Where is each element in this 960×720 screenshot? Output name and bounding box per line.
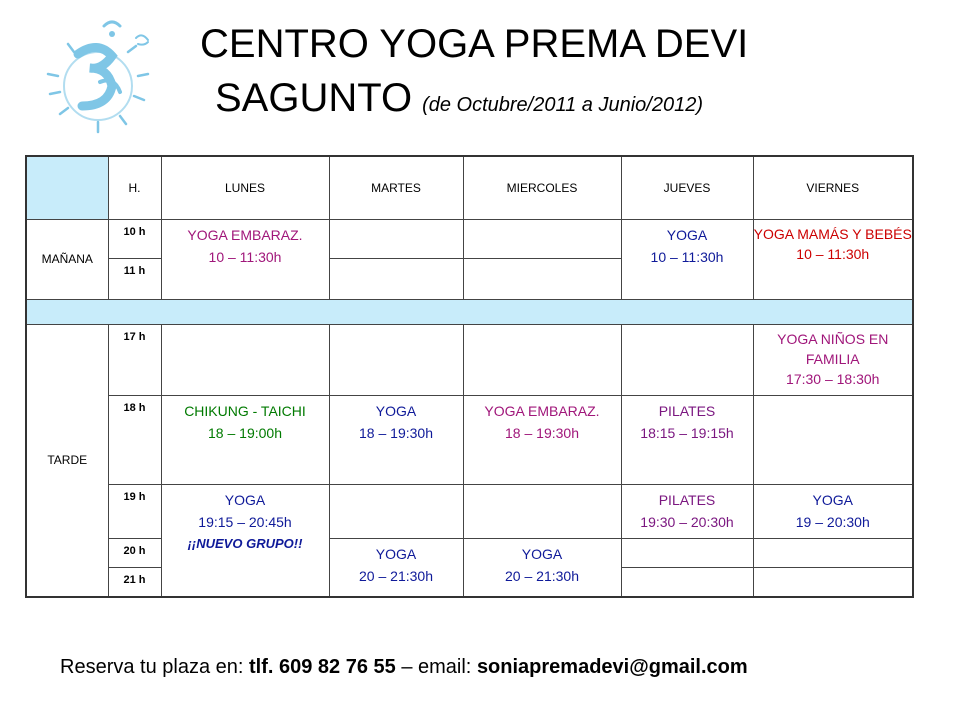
class-time: 18 – 19:30h bbox=[359, 425, 433, 441]
class-time: 18 – 19:00h bbox=[208, 425, 282, 441]
header-viernes: VIERNES bbox=[753, 156, 913, 219]
class-name: YOGA MAMÁS Y BEBÉS bbox=[753, 225, 912, 242]
table-row bbox=[26, 539, 913, 568]
class-name: PILATES bbox=[658, 492, 716, 509]
class-lunes-18 bbox=[161, 396, 329, 485]
empty-cell bbox=[753, 568, 913, 597]
class-time: 10 – 11:30h bbox=[208, 248, 282, 265]
class-viernes-19 bbox=[753, 485, 913, 539]
hour-cell: 20 h bbox=[108, 539, 161, 568]
table-row bbox=[26, 396, 913, 485]
class-time: 18:15 – 19:15h bbox=[640, 425, 734, 441]
class-time: 10 – 11:30h bbox=[796, 245, 870, 262]
table-row bbox=[26, 485, 913, 539]
class-lunes-morning bbox=[161, 219, 329, 299]
period-morning: MAÑANA bbox=[26, 219, 108, 299]
empty-cell bbox=[753, 396, 913, 485]
class-name: CHIKUNG - TAICHI bbox=[184, 403, 306, 419]
page-subtitle bbox=[215, 76, 703, 127]
class-name: YOGA EMBARAZ. bbox=[484, 403, 600, 419]
class-name: YOGA bbox=[375, 403, 417, 419]
empty-cell bbox=[329, 258, 463, 299]
empty-cell bbox=[329, 219, 463, 258]
page-title: CENTRO YOGA PREMA DEVI bbox=[200, 22, 749, 66]
hour-cell: 11 h bbox=[108, 258, 161, 299]
header-jueves: JUEVES bbox=[621, 156, 753, 219]
class-miercoles-20 bbox=[463, 539, 621, 597]
empty-cell bbox=[329, 485, 463, 539]
footer-email: soniapremadevi@gmail.com bbox=[476, 656, 748, 678]
class-name: YOGA bbox=[521, 546, 563, 563]
hour-cell: 19 h bbox=[108, 485, 161, 539]
header-lunes: LUNES bbox=[161, 156, 329, 219]
class-jueves-18 bbox=[621, 396, 753, 485]
class-jueves-morning bbox=[621, 219, 753, 299]
class-time: 17:30 – 18:30h bbox=[786, 370, 880, 387]
booking-footer bbox=[60, 656, 748, 679]
class-viernes-17 bbox=[753, 324, 913, 395]
separator-row bbox=[26, 299, 913, 324]
class-name: YOGA EMBARAZ. bbox=[187, 226, 303, 243]
empty-cell bbox=[463, 485, 621, 539]
empty-cell bbox=[621, 568, 753, 597]
schedule-table bbox=[25, 155, 914, 598]
hour-cell: 18 h bbox=[108, 396, 161, 485]
class-name: YOGA NIÑOS EN FAMILIA bbox=[777, 330, 889, 367]
footer-separator: – email: bbox=[395, 656, 477, 678]
subtitle-location: SAGUNTO bbox=[215, 76, 413, 120]
empty-cell bbox=[753, 539, 913, 568]
class-note: ¡¡NUEVO GRUPO!! bbox=[187, 536, 303, 552]
class-time: 19:30 – 20:30h bbox=[640, 514, 734, 531]
class-time: 19 – 20:30h bbox=[795, 514, 870, 531]
class-martes-20 bbox=[329, 539, 463, 597]
hour-cell: 17 h bbox=[108, 324, 161, 395]
corner-cell bbox=[26, 156, 108, 219]
class-name: YOGA bbox=[666, 226, 708, 243]
header-hour: H. bbox=[108, 156, 161, 219]
class-time: 19:15 – 20:45h bbox=[198, 514, 292, 531]
class-name: YOGA bbox=[812, 492, 853, 509]
class-time: 18 – 19:30h bbox=[505, 425, 579, 441]
empty-cell bbox=[463, 219, 621, 258]
empty-cell bbox=[329, 324, 463, 395]
footer-prefix: Reserva tu plaza en: bbox=[60, 656, 249, 678]
class-viernes-morning bbox=[753, 219, 913, 299]
class-name: PILATES bbox=[658, 403, 716, 419]
class-lunes-19 bbox=[161, 485, 329, 597]
om-sun-logo-icon bbox=[38, 14, 158, 136]
empty-cell bbox=[463, 324, 621, 395]
hour-cell: 21 h bbox=[108, 568, 161, 597]
footer-phone: tlf. 609 82 76 55 bbox=[249, 656, 396, 678]
class-name: YOGA bbox=[375, 546, 417, 563]
empty-cell bbox=[161, 324, 329, 395]
class-time: 10 – 11:30h bbox=[650, 248, 724, 265]
subtitle-period: (de Octubre/2011 a Junio/2012) bbox=[422, 94, 704, 116]
class-time: 20 – 21:30h bbox=[505, 568, 579, 585]
class-martes-18 bbox=[329, 396, 463, 485]
empty-cell bbox=[621, 539, 753, 568]
header-row bbox=[26, 156, 913, 219]
table-row bbox=[26, 324, 913, 395]
header-miercoles: MIERCOLES bbox=[463, 156, 621, 219]
class-name: YOGA bbox=[224, 492, 266, 509]
header-martes: MARTES bbox=[329, 156, 463, 219]
class-time: 20 – 21:30h bbox=[359, 568, 433, 585]
period-afternoon: TARDE bbox=[26, 324, 108, 597]
separator-band bbox=[26, 299, 913, 324]
class-miercoles-18 bbox=[463, 396, 621, 485]
table-row bbox=[26, 219, 913, 258]
empty-cell bbox=[621, 324, 753, 395]
hour-cell: 10 h bbox=[108, 219, 161, 258]
empty-cell bbox=[463, 258, 621, 299]
class-jueves-19 bbox=[621, 485, 753, 539]
